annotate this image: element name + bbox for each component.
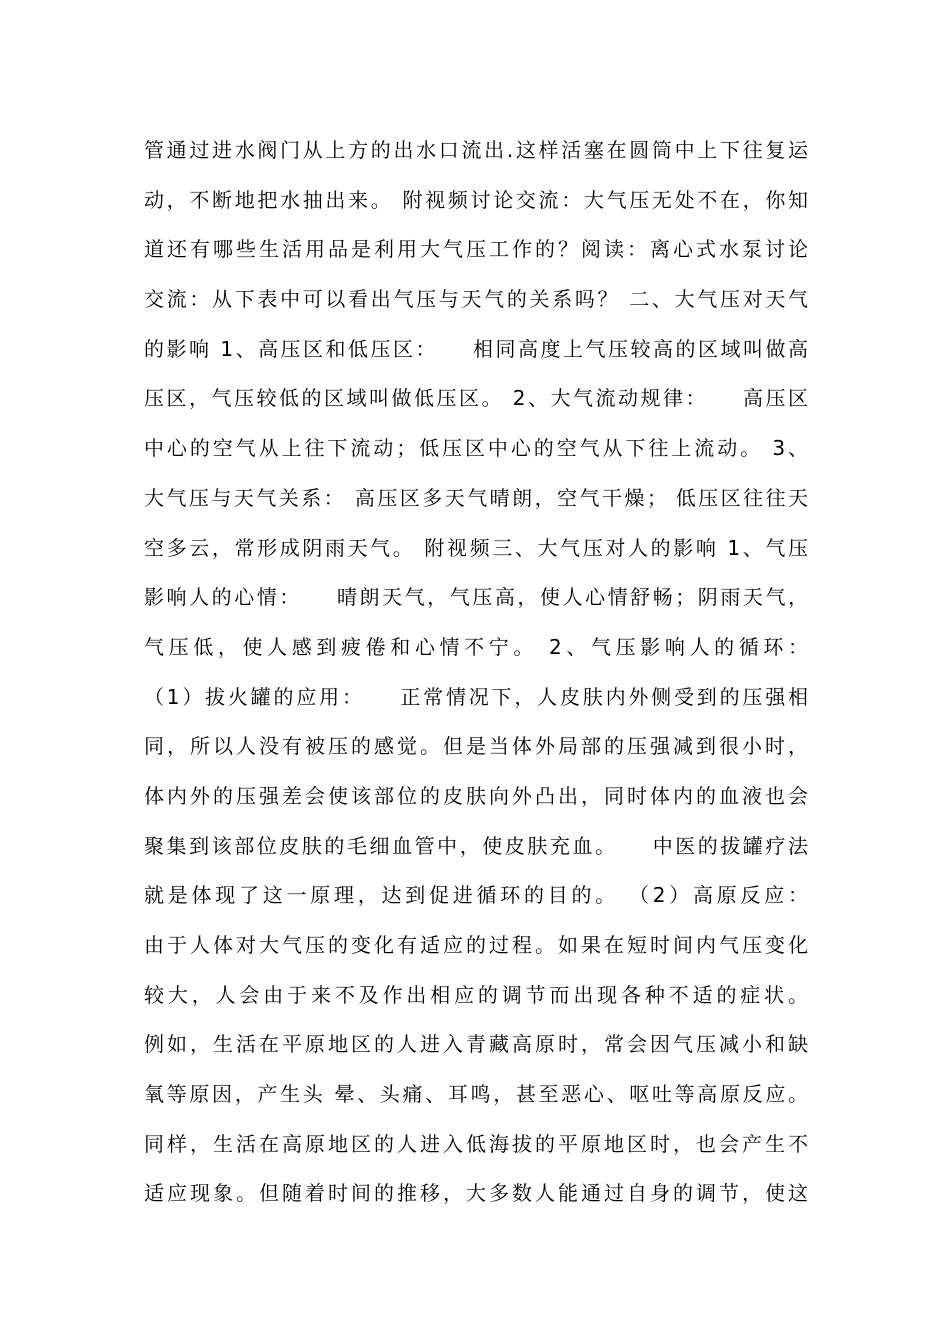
body-text bbox=[144, 126, 808, 1219]
text-line: 较大，人会由于来不及作出相应的调节而出现各种不适的症状。 bbox=[144, 982, 808, 1007]
text-line: 气压低，使人感到疲倦和心情不宁。 2、气压影响人的循环： bbox=[144, 634, 808, 659]
text-line: 适应现象。但随着时间的推移，大多数人能通过自身的调节，使这 bbox=[144, 1181, 808, 1206]
text-line: 管通过进水阀门从上方的出水口流出.这样活塞在圆筒中上下往复运 bbox=[144, 138, 808, 162]
text-line: 大气压与天气关系： 高压区多天气晴朗，空气干燥； 低压区往往天 bbox=[144, 485, 808, 510]
text-line: 同样，生活在高原地区的人进入低海拔的平原地区时，也会产生不 bbox=[144, 1131, 808, 1156]
text-line: 就是体现了这一原理，达到促进循环的目的。 （2）高原反应： bbox=[144, 883, 808, 908]
text-line: 影响人的心情： 晴朗天气，气压高，使人心情舒畅；阴雨天气， bbox=[144, 585, 808, 610]
text-line: 聚集到该部位皮肤的毛细血管中，使皮肤充血。 中医的拔罐疗法 bbox=[144, 833, 808, 858]
text-line: 交流：从下表中可以看出气压与天气的关系吗？ 二、大气压对天气 bbox=[144, 287, 808, 312]
text-line: 氧等原因，产生头 晕、头痛、耳鸣，甚至恶心、呕吐等高原反应。 bbox=[144, 1082, 808, 1107]
text-line: 同，所以人没有被压的感觉。但是当体外局部的压强减到很小时， bbox=[144, 734, 808, 759]
text-line: 体内外的压强差会使该部位的皮肤向外凸出，同时体内的血液也会 bbox=[144, 783, 808, 808]
text-line: 道还有哪些生活用品是利用大气压工作的？阅读：离心式水泵讨论 bbox=[144, 237, 808, 262]
text-line: 动，不断地把水抽出来。 附视频讨论交流：大气压无处不在，你知 bbox=[144, 187, 808, 212]
text-line: 中心的空气从上往下流动；低压区中心的空气从下往上流动。 3、 bbox=[144, 436, 808, 461]
text-line: （1）拔火罐的应用： 正常情况下，人皮肤内外侧受到的压强相 bbox=[144, 684, 808, 709]
text-line: 空多云，常形成阴雨天气。 附视频三、大气压对人的影响 1、气压 bbox=[144, 535, 808, 560]
text-line: 由于人体对大气压的变化有适应的过程。如果在短时间内气压变化 bbox=[144, 933, 808, 957]
text-line: 例如，生活在平原地区的人进入青藏高原时，常会因气压减小和缺 bbox=[144, 1032, 808, 1057]
text-line: 压区，气压较低的区域叫做低压区。 2、大气流动规律： 高压区 bbox=[144, 386, 808, 411]
text-line: 的影响 1、高压区和低压区： 相同高度上气压较高的区域叫做高 bbox=[144, 336, 808, 361]
